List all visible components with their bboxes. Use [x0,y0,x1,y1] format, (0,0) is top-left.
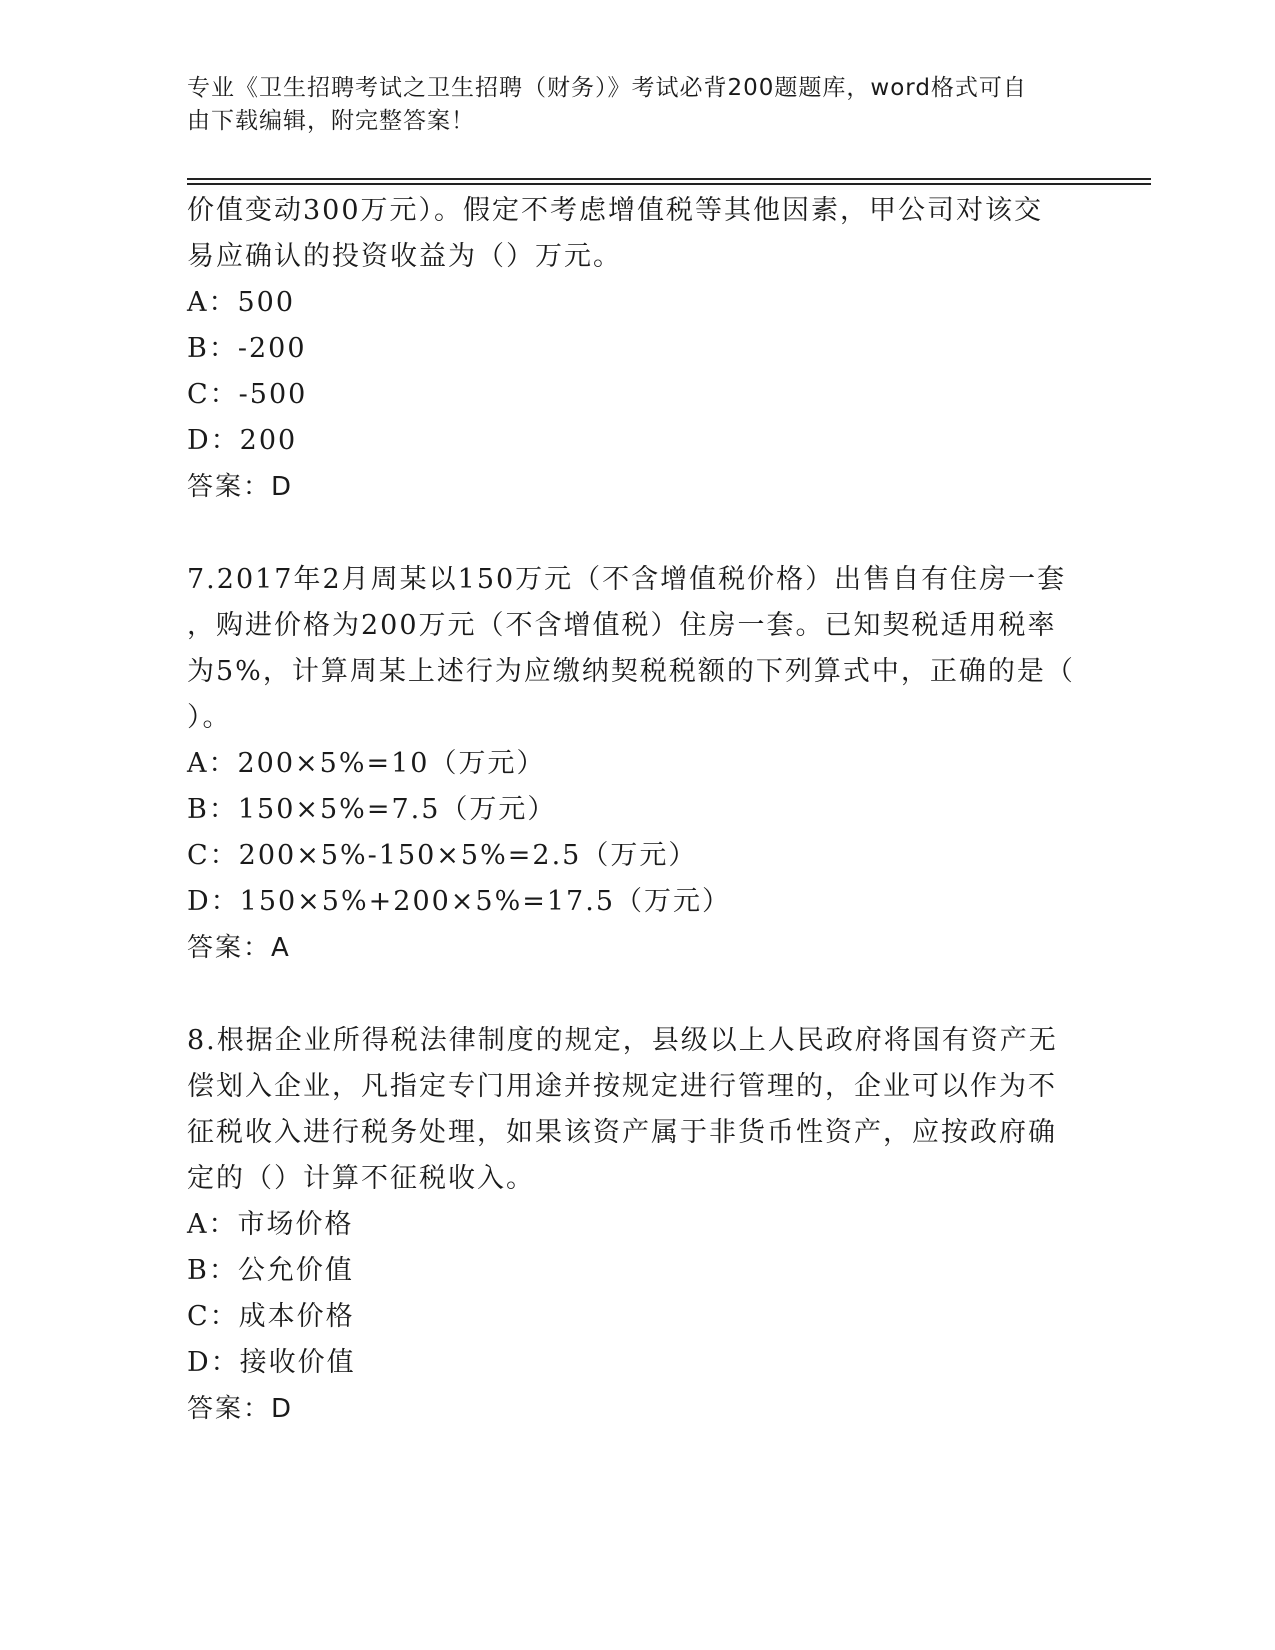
question-text-line: 易应确认的投资收益为（）万元。 [187,241,622,272]
option-b: B：-200 [187,333,307,364]
question-text-line: 定的（）计算不征税收入。 [187,1163,535,1194]
question-text-line: 7.2017年2月周某以150万元（不含增值税价格）出售自有住房一套 [187,564,1067,595]
header-divider-bottom [187,183,1151,185]
header-divider-top [187,178,1151,180]
question-text-line: ，购进价格为200万元（不含增值税）住房一套。已知契税适用税率 [187,610,1057,641]
question-text-line: ）。 [187,702,232,733]
question-spacer [187,971,1077,1018]
question-7 [187,557,1077,971]
header-line-2: 由下载编辑，附完整答案！ [187,108,475,134]
document-body [187,188,1077,1432]
answer-line: 答案：D [187,472,294,502]
option-d: D：200 [187,425,298,456]
option-d: D：150×5%+200×5%=17.5（万元） [187,886,731,917]
question-continued [187,188,1077,510]
option-a: A：市场价格 [187,1209,354,1240]
option-c: C：成本价格 [187,1301,355,1332]
answer-line: 答案：D [187,1394,294,1424]
question-text-line: 价值变动300万元）。假定不考虑增值税等其他因素，甲公司对该交 [187,195,1044,226]
question-text-line: 为5%，计算周某上述行为应缴纳契税税额的下列算式中，正确的是（ [187,656,1075,687]
option-a: A：200×5%=10（万元） [187,748,546,779]
option-c: C：-500 [187,379,308,410]
header-line-1: 专业《卫生招聘考试之卫生招聘（财务）》考试必背200题题库，word格式可自 [187,75,1027,101]
option-b: B：150×5%=7.5（万元） [187,794,557,825]
option-d: D：接收价值 [187,1347,356,1378]
question-8 [187,1018,1077,1432]
answer-line: 答案：A [187,933,291,963]
option-b: B：公允价值 [187,1255,354,1286]
option-a: A：500 [187,287,296,318]
option-c: C：200×5%-150×5%=2.5（万元） [187,840,698,871]
page-header [187,72,1067,138]
question-text-line: 征税收入进行税务处理，如果该资产属于非货币性资产，应按政府确 [187,1117,1057,1148]
question-text-line: 偿划入企业，凡指定专门用途并按规定进行管理的，企业可以作为不 [187,1071,1057,1102]
question-spacer [187,510,1077,557]
question-text-line: 8.根据企业所得税法律制度的规定，县级以上人民政府将国有资产无 [187,1025,1058,1056]
